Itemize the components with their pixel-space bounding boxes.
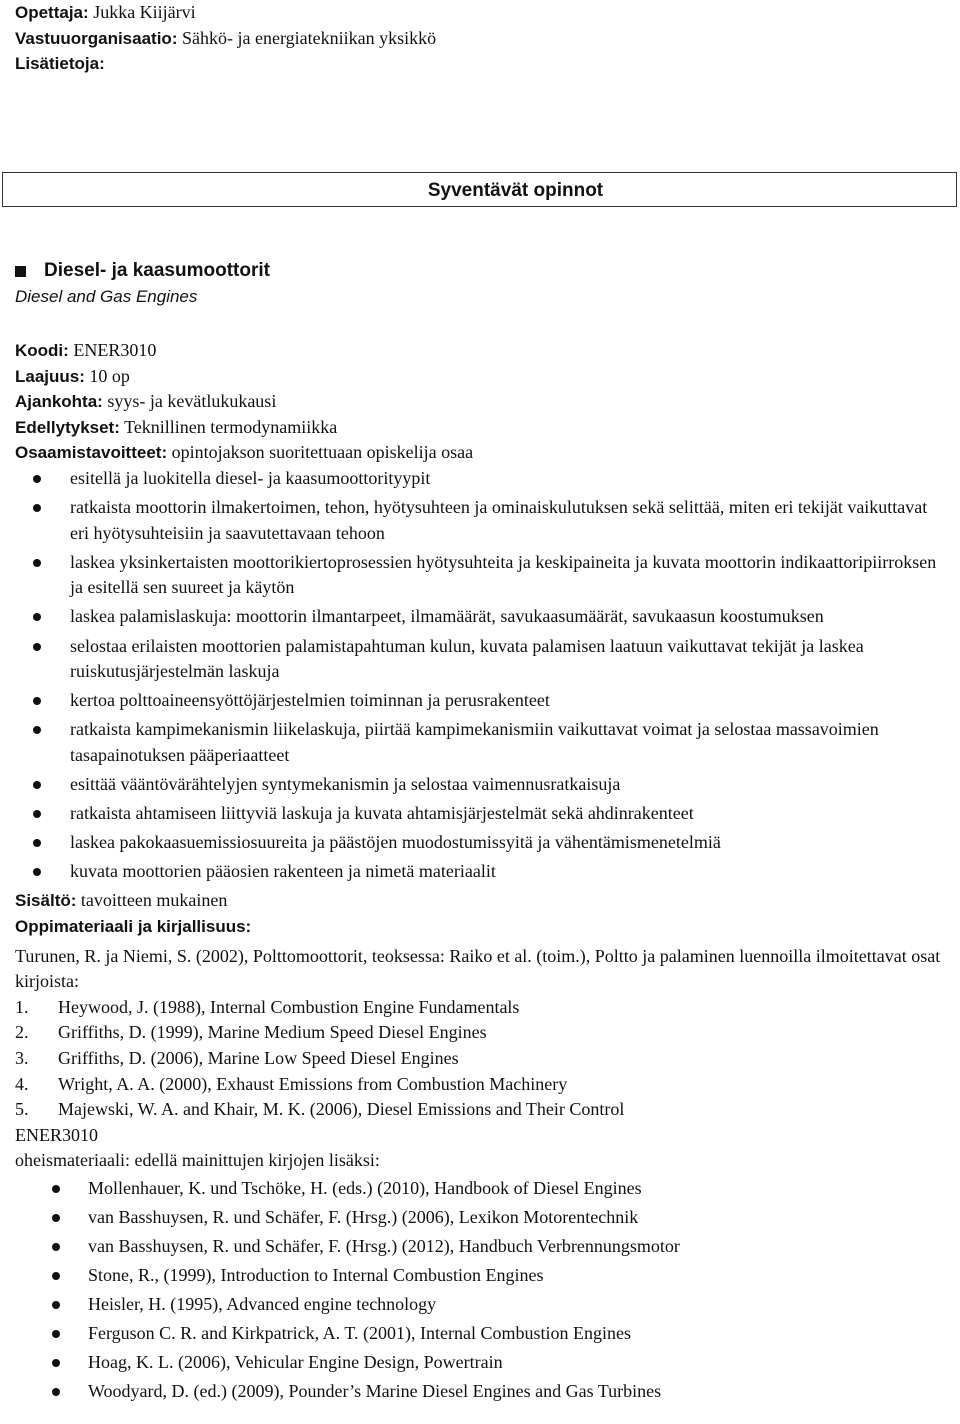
scope-value: 10 op [89, 365, 130, 386]
list-item [15, 1261, 950, 1290]
goal-text: kuvata moottorien pääosien rakenteen ja nimetä materiaalit [70, 861, 496, 882]
page-header [15, 0, 950, 77]
materials-label: Oppimateriaali ja kirjallisuus: [15, 916, 252, 936]
list-item [15, 604, 950, 630]
list-item [15, 550, 950, 601]
extra-list [15, 1174, 950, 1406]
timing-value: syys- ja kevätlukukausi [107, 391, 277, 412]
ref-text: Heywood, J. (1988), Internal Combustion Engine Fundamentals [58, 996, 520, 1017]
goal-text: kertoa polttoaineensyöttöjärjestelmien toiminnan ja perusrakenteet [70, 690, 550, 711]
more-info-line [15, 51, 950, 77]
goals-value: opintojakson suoritettuaan opiskelija osaa [171, 442, 474, 463]
extra-text: van Basshuysen, R. und Schäfer, F. (Hrsg.) (2012), Handbuch Verbrennungsmotor [88, 1235, 680, 1256]
extra-text: Ferguson C. R. and Kirkpatrick, A. T. (2001), Internal Combustion Engines [88, 1322, 631, 1343]
timing-line [15, 389, 950, 415]
extra-text: Heisler, H. (1995), Advanced engine technology [88, 1293, 437, 1314]
list-item [15, 1020, 950, 1046]
more-info-label: Lisätietoja: [15, 54, 105, 74]
list-item [15, 1319, 950, 1348]
goal-text: ratkaista ahtamiseen liittyviä laskuja ja kuvata ahtamisjärjestelmät sekä ahdinrakenteet [70, 803, 694, 824]
ref-number: 2. [15, 1022, 29, 1043]
bullet-icon [52, 1185, 60, 1193]
list-item [15, 772, 950, 798]
ref-text: Griffiths, D. (2006), Marine Low Speed Diesel Engines [58, 1047, 459, 1068]
materials-intro: Turunen, R. ja Niemi, S. (2002), Polttomoottorit, teoksessa: Raiko et al. (toim.), Poltto ja palaminen luennoilla ilmoitettavat osat kirjoista: [15, 945, 941, 992]
list-item [15, 1290, 950, 1319]
list-item [15, 1232, 950, 1261]
prereq-value: Teknillinen termodynamiikka [124, 416, 338, 437]
content-line [15, 888, 950, 914]
extra-intro: oheismateriaali: edellä mainittujen kirjojen lisäksi: [15, 1150, 380, 1171]
prereq-label: Edellytykset: [15, 417, 120, 437]
bullet-icon [33, 839, 41, 847]
bullet-icon [33, 868, 41, 876]
goals-list [15, 466, 950, 885]
org-label: Vastuuorganisaatio: [15, 28, 178, 48]
section-title: Syventävät opinnot [427, 180, 604, 201]
materials-line [15, 914, 950, 940]
code-repeat: ENER3010 [15, 1124, 98, 1145]
list-item [15, 717, 950, 768]
extra-text: Hoag, K. L. (2006), Vehicular Engine Design, Powertrain [88, 1351, 503, 1372]
ref-text: Majewski, W. A. and Khair, M. K. (2006), Diesel Emissions and Their Control [58, 1099, 625, 1120]
list-item [15, 1097, 950, 1123]
goals-label: Osaamistavoitteet: [15, 443, 168, 463]
goal-text: esitellä ja luokitella diesel- ja kaasumoottorityypit [70, 467, 431, 488]
list-item [15, 1072, 950, 1098]
bullet-icon [33, 697, 41, 705]
list-item [15, 1203, 950, 1232]
teacher-line [15, 0, 950, 26]
bullet-icon [52, 1243, 60, 1251]
goal-text: ratkaista kampimekanismin liikelaskuja, piirtää kampimekanismiin vaikuttavat voimat ja selostaa massavoimien tasapainotuksen pääperiaatteet [70, 719, 879, 765]
content-label: Sisältö: [15, 891, 77, 911]
bullet-icon [52, 1388, 60, 1396]
list-item [15, 688, 950, 714]
teacher-label: Opettaja: [15, 3, 89, 22]
ref-number: 1. [15, 996, 29, 1017]
list-item [15, 495, 950, 546]
ref-text: Wright, A. A. (2000), Exhaust Emissions from Combustion Machinery [58, 1073, 568, 1094]
bullet-icon [52, 1330, 60, 1338]
list-item [15, 1174, 950, 1203]
list-item [15, 859, 950, 885]
list-item [15, 634, 950, 685]
content-value: tavoitteen mukainen [80, 890, 228, 911]
org-value: Sähkö- ja energiatekniikan yksikkö [181, 27, 437, 48]
reference-list [15, 995, 950, 1123]
course-info [15, 338, 950, 1406]
goal-text: laskea palamislaskuja: moottorin ilmantarpeet, ilmamäärät, savukaasumäärät, savukaasun koostumuksen [70, 606, 824, 627]
bullet-icon [33, 613, 41, 621]
bullet-icon [33, 504, 41, 512]
teacher-value: Jukka Kiijärvi [93, 2, 196, 22]
timing-label: Ajankohta: [15, 392, 103, 412]
bullet-icon [33, 726, 41, 734]
bullet-icon [33, 643, 41, 651]
ref-text: Griffiths, D. (1999), Marine Medium Speed Diesel Engines [58, 1022, 487, 1043]
list-item [15, 1046, 950, 1072]
extra-text: van Basshuysen, R. und Schäfer, F. (Hrsg.) (2006), Lexikon Motorentechnik [88, 1206, 639, 1227]
list-item [15, 466, 950, 492]
course-title-row [15, 258, 950, 284]
bullet-icon [52, 1214, 60, 1222]
bullet-icon [33, 810, 41, 818]
bullet-icon [52, 1272, 60, 1280]
prereq-line [15, 415, 950, 441]
goal-text: selostaa erilaisten moottorien palamistapahtuman kulun, kuvata palamisen laatuun vaikuttavat tekijät ja laskea ruiskutusjärjestelmän laskuja [70, 635, 864, 682]
goal-text: laskea yksinkertaisten moottorikiertoprosessien hyötysuhteita ja keskipaineita ja kuvata moottorin indikaattoripiirroksen ja esitellä sen suureet ja käytön [70, 551, 937, 598]
bullet-icon [52, 1301, 60, 1309]
goal-text: esittää vääntövärähtelyjen syntymekanismin ja selostaa vaimennusratkaisuja [70, 774, 621, 794]
course-title-fi: Diesel- ja kaasumoottorit [44, 260, 270, 282]
ref-number: 5. [15, 1099, 29, 1120]
goal-text: ratkaista moottorin ilmakertoimen, tehon, hyötysuhteen ja ominaiskulutuksen sekä selittää, miten eri tekijät vaikuttavat eri hyötysuhteisiin ja saavutettavaan tehoon [70, 497, 928, 543]
code-label: Koodi: [15, 341, 69, 360]
extra-text: Stone, R., (1999), Introduction to Internal Combustion Engines [88, 1264, 544, 1285]
extra-text: Mollenhauer, K. und Tschöke, H. (eds.) (2010), Handbook of Diesel Engines [88, 1177, 642, 1198]
goal-text: laskea pakokaasuemissiosuureita ja päästöjen muodostumissyitä ja vähentämismenetelmiä [70, 832, 721, 853]
scope-label: Laajuus: [15, 366, 85, 386]
list-item [15, 1377, 950, 1406]
list-item [15, 830, 950, 856]
bullet-icon [52, 1359, 60, 1367]
ref-number: 4. [15, 1073, 29, 1094]
square-bullet-icon [15, 266, 26, 277]
scope-line [15, 364, 950, 390]
bullet-icon [33, 475, 41, 483]
list-item [15, 995, 950, 1021]
course-heading [15, 258, 950, 310]
list-item [15, 801, 950, 827]
bullet-icon [33, 781, 41, 789]
bullet-icon [33, 559, 41, 567]
section-box [2, 172, 957, 207]
goals-line [15, 440, 950, 466]
list-item [15, 1348, 950, 1377]
code-line [15, 338, 950, 364]
course-title-en: Diesel and Gas Engines [15, 287, 198, 306]
extra-text: Woodyard, D. (ed.) (2009), Pounder’s Marine Diesel Engines and Gas Turbines [88, 1380, 662, 1401]
ref-number: 3. [15, 1047, 29, 1068]
org-line [15, 26, 950, 52]
code-value: ENER3010 [73, 340, 157, 360]
